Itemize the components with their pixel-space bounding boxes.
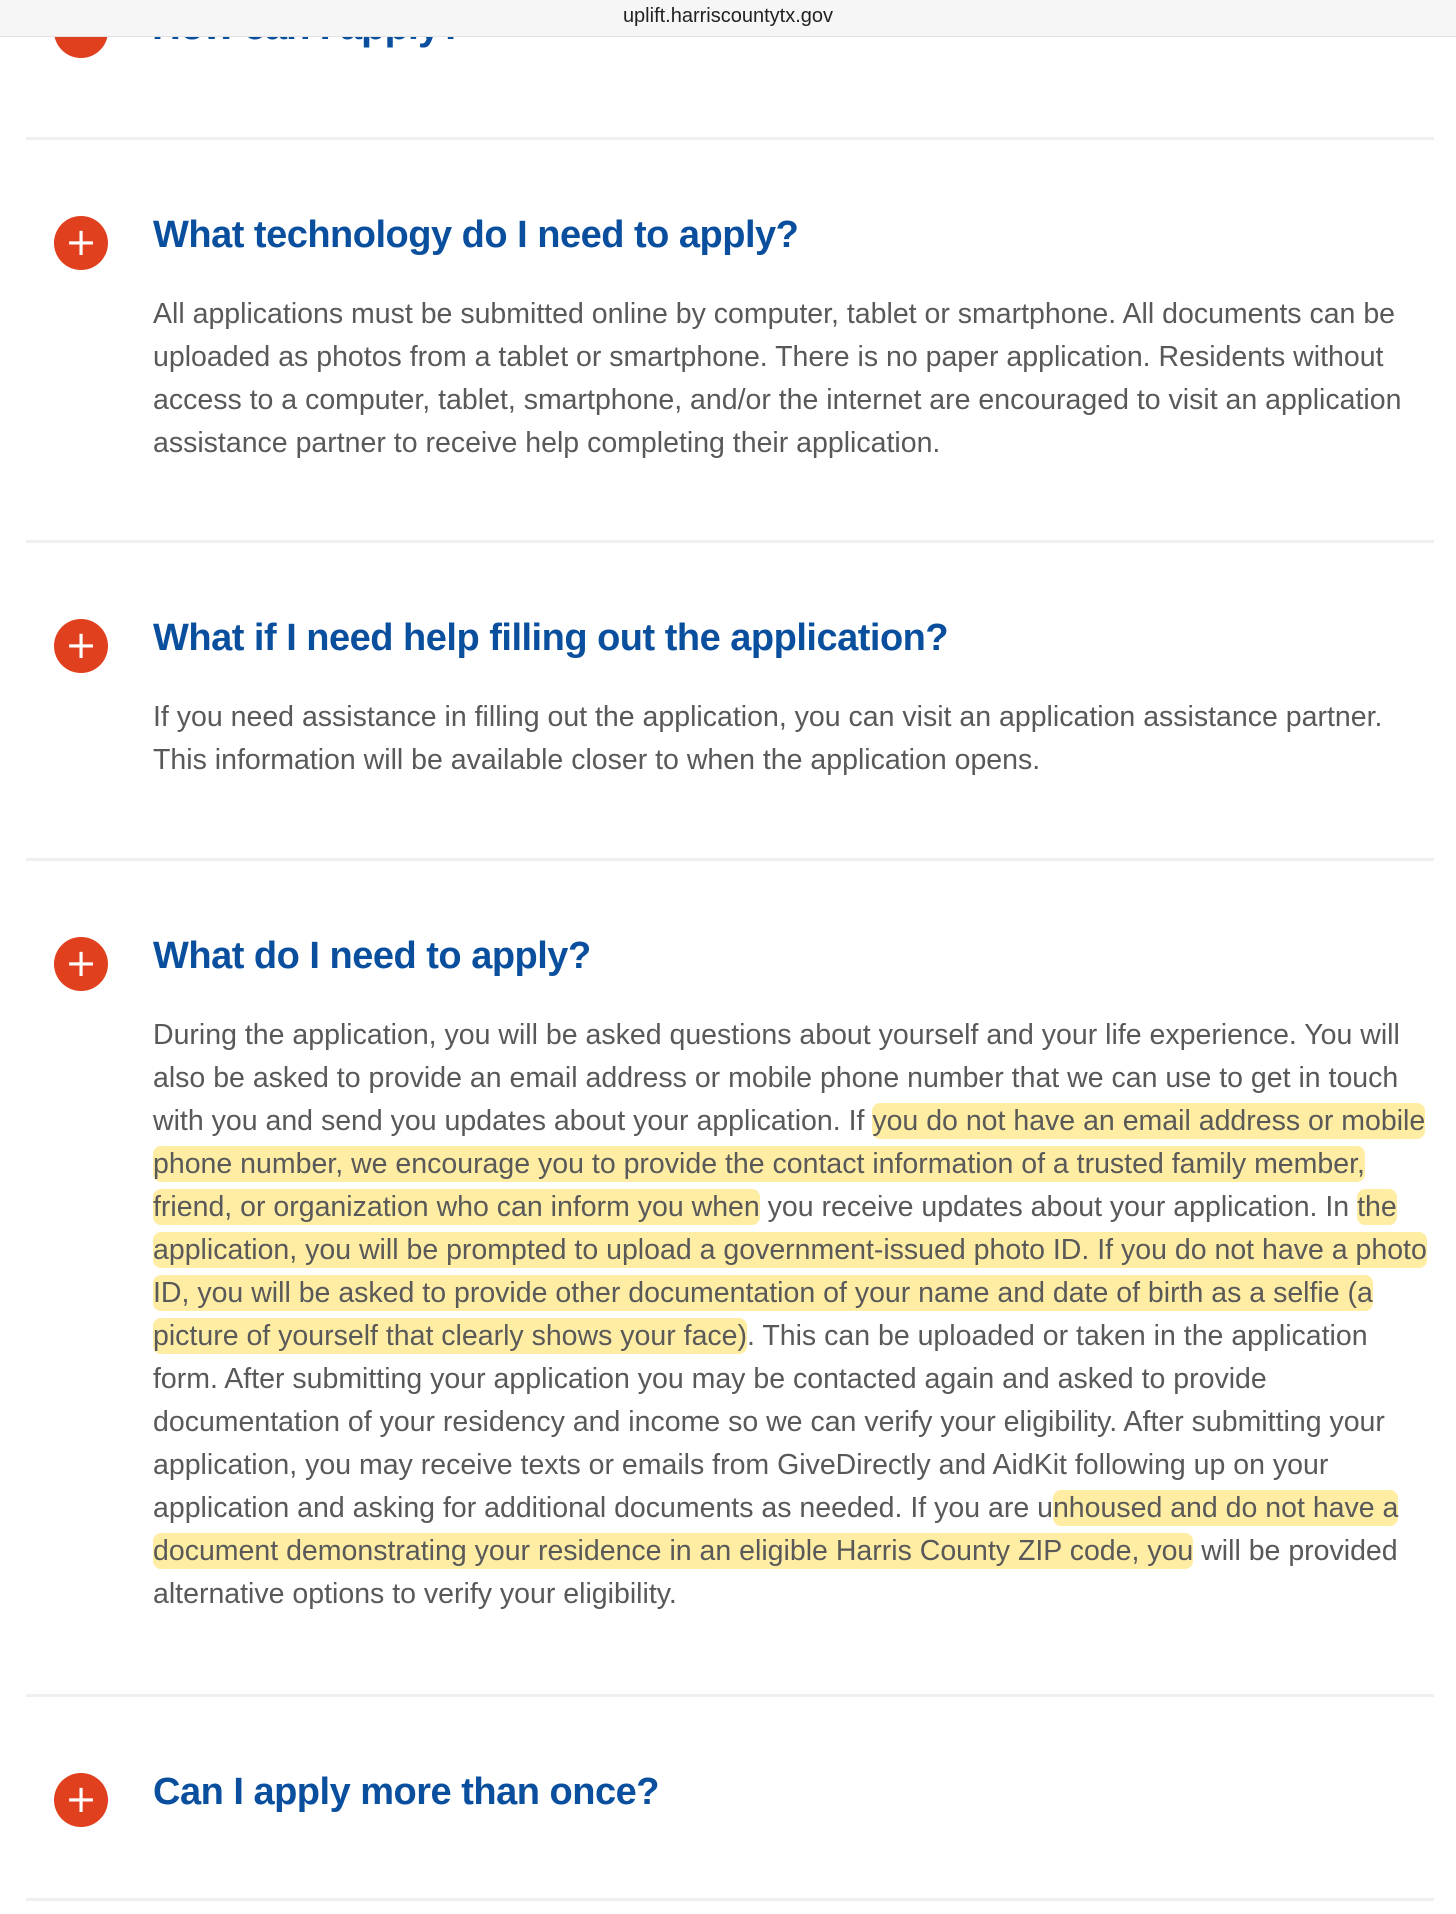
faq-answer xyxy=(153,1014,1438,1616)
plus-icon[interactable]: + xyxy=(54,216,108,270)
url-text: uplift.harriscountytx.gov xyxy=(622,5,834,27)
answer-text: will be provided alternative options to verify your eligibility. xyxy=(153,1535,1398,1610)
answer-text: you receive updates about your application. In xyxy=(759,1191,1358,1223)
browser-url-bar[interactable] xyxy=(0,0,1456,37)
divider xyxy=(26,540,1434,543)
faq-question[interactable]: Can I apply more than once? xyxy=(153,1771,659,1813)
answer-text: . This can be uploaded or taken in the application form. After submitting your application you may be contacted again and asked to provide documentation of your residency and income so we can verify your eligibility. After submitting your application, you may receive texts or emails from GiveDirectly and AidKit following up on your application and asking for additional documents as needed. If you are u xyxy=(153,1320,1385,1524)
plus-icon[interactable]: + xyxy=(54,619,108,673)
faq-question[interactable]: What do I need to apply? xyxy=(153,935,591,977)
highlighted-text: the application, you will be prompted to upload a government-issued photo ID. If you do not have a photo ID, you will be asked to provide other documentation of your name and date of birth as a selfie (a picture of yourself that clearly shows your face) xyxy=(153,1191,1427,1352)
faq-question[interactable]: What if I need help filling out the application? xyxy=(153,617,949,659)
divider xyxy=(26,858,1434,861)
highlighted-text: you do not have an email address or mobile phone number, we encourage you to provide the contact information of a trusted family member, friend, or organization who can inform you when xyxy=(153,1105,1426,1223)
answer-text: During the application, you will be asked questions about yourself and your life experience. You will also be asked to provide an email address or mobile phone number that we can use to get in touch with you and send you updates about your application. If xyxy=(153,1019,1400,1137)
divider xyxy=(26,1694,1434,1697)
faq-question[interactable]: What technology do I need to apply? xyxy=(153,214,799,256)
faq-answer: If you need assistance in filling out the application, you can visit an application assistance partner. This information will be available closer to when the application opens. xyxy=(153,701,1383,776)
highlighted-text: nhoused and do not have a document demonstrating your residence in an eligible Harris County ZIP code, you xyxy=(153,1492,1399,1567)
divider xyxy=(26,137,1434,140)
plus-icon[interactable]: + xyxy=(54,937,108,991)
plus-icon[interactable]: + xyxy=(54,1773,108,1827)
faq-answer: All applications must be submitted online by computer, tablet or smartphone. All documents can be uploaded as photos from a tablet or smartphone. There is no paper application. Residents without access to a computer, tablet, smartphone, and/or the internet are encouraged to visit an application assistance partner to receive help completing their application. xyxy=(153,298,1402,459)
divider xyxy=(26,1898,1434,1901)
